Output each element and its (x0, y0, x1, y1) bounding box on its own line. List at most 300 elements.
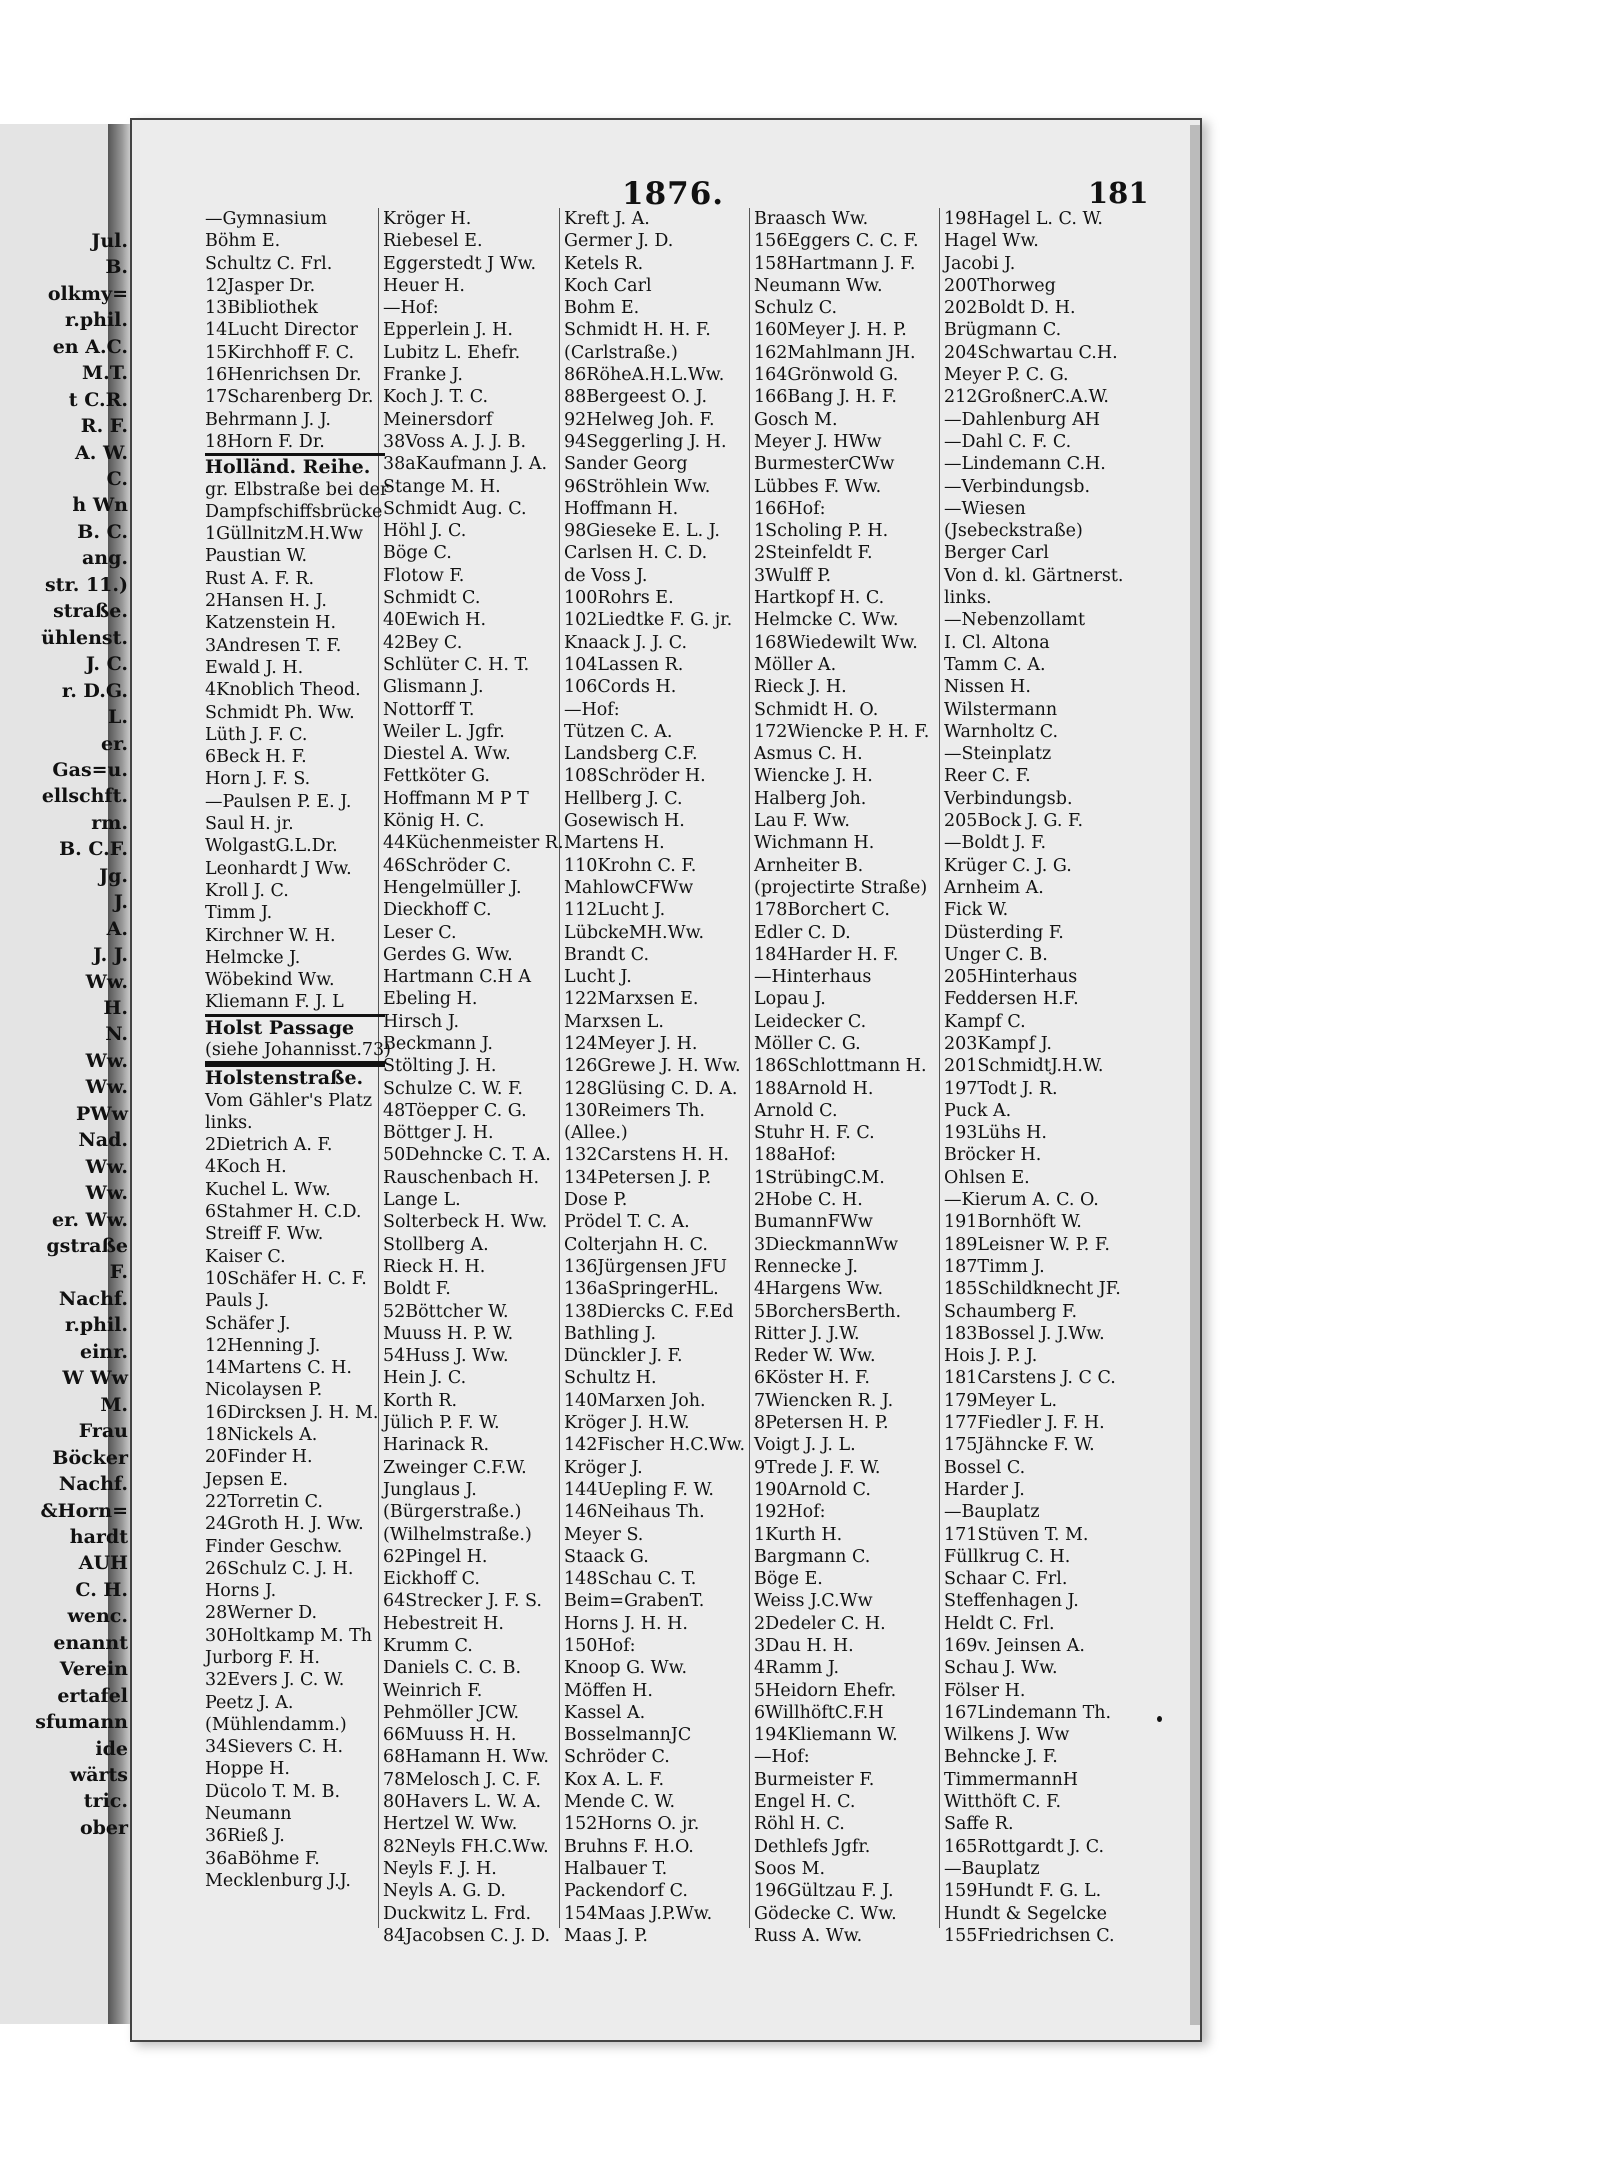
directory-entry: Knoop G. Ww. (564, 1658, 688, 1679)
directory-entry: Wichmann H. (754, 833, 875, 854)
directory-entry: Reder W. Ww. (754, 1346, 876, 1367)
previous-page-fragment: Nad. (78, 1129, 128, 1152)
directory-entry: 1Scholing P. H. (754, 521, 889, 542)
previous-page-fragment: er. Ww. (52, 1208, 128, 1231)
directory-entry: Ohlsen E. (944, 1167, 1030, 1188)
directory-entry: 24Groth H. J. Ww. (205, 1514, 364, 1535)
directory-entry: Steffenhagen J. (944, 1591, 1079, 1612)
directory-entry: Fick W. (944, 900, 1009, 921)
directory-entry: 78Melosch J. C. F. (383, 1769, 541, 1790)
directory-entry: —Verbindungsb. (944, 476, 1091, 497)
directory-entry: Harinack R. (383, 1435, 490, 1456)
directory-entry: Kröger J. H.W. (564, 1413, 690, 1434)
previous-page-fragment: A. W. (75, 441, 128, 464)
directory-entry: Dieckhoff C. (383, 900, 492, 921)
directory-entry: 203Kampf J. (944, 1033, 1052, 1054)
directory-entry: Ritter J. J.W. (754, 1323, 860, 1344)
previous-page-fragment: J. C. (85, 653, 128, 676)
directory-entry: Helmcke C. Ww. (754, 610, 899, 631)
previous-page-fragment: Böcker (52, 1446, 128, 1469)
directory-entry: 160Meyer J. H. P. (754, 320, 907, 341)
directory-entry: Solterbeck H. Ww. (383, 1212, 548, 1233)
directory-entry: Nissen H. (944, 677, 1031, 698)
directory-entry: 98Gieseke E. L. J. (564, 521, 720, 542)
directory-entry: Hein J. C. (383, 1368, 467, 1389)
directory-entry: Riebesel E. (383, 231, 483, 252)
directory-entry: Boldt F. (383, 1279, 451, 1300)
directory-entry: 178Borchert C. (754, 900, 890, 921)
directory-entry: Zweinger C.F.W. (383, 1457, 527, 1478)
directory-entry: Kaiser C. (205, 1246, 286, 1267)
directory-entry: Nicolaysen P. (205, 1380, 323, 1401)
previous-page-fragment: gstraße (46, 1235, 128, 1258)
directory-entry: Gerdes G. Ww. (383, 944, 513, 965)
directory-entry: 150Hof: (564, 1636, 636, 1656)
directory-entry: Mecklenburg J.J. (205, 1870, 351, 1891)
directory-entry: Düsterding F. (944, 922, 1064, 943)
directory-entry: 28Werner D. (205, 1603, 318, 1624)
directory-entry: 106Cords H. (564, 677, 677, 698)
directory-entry: Rieck J. H. (754, 677, 847, 698)
directory-entry: —Gymnasium (205, 209, 328, 229)
directory-entry: Bargmann C. (754, 1546, 871, 1567)
directory-entry: Meyer S. (564, 1524, 644, 1545)
directory-entry: links. (944, 588, 992, 609)
directory-entry: 4Koch H. (205, 1157, 287, 1178)
directory-entry: Weiss J.C.Ww (754, 1591, 873, 1612)
directory-entry: Puck A. (944, 1100, 1012, 1121)
directory-entry: Schau J. Ww. (944, 1658, 1058, 1679)
directory-entry: Colterjahn H. C. (564, 1234, 708, 1255)
directory-entry: Neyls A. G. D. (383, 1881, 506, 1902)
directory-entry: 38aKaufmann J. A. (383, 454, 548, 475)
directory-entry: 12Jasper Dr. (205, 275, 316, 296)
directory-entry: 6Stahmer H. C.D. (205, 1202, 362, 1223)
previous-page-fragment: wenc. (67, 1605, 128, 1628)
directory-entry: 185Schildknecht JF. (944, 1279, 1121, 1300)
directory-entry: MahlowCFWw (564, 877, 694, 898)
directory-entry: Hengelmüller J. (383, 877, 522, 898)
directory-entry: 136aSpringerHL. (564, 1279, 719, 1300)
previous-page-fragment: B. (105, 256, 128, 279)
directory-entry: 130Reimers Th. (564, 1100, 705, 1121)
directory-entry: 193Lühs H. (944, 1123, 1047, 1144)
directory-entry: (Allee.) (564, 1123, 628, 1144)
directory-entry: Verbindungsb. (944, 788, 1073, 809)
directory-entry: 2Steinfeldt F. (754, 543, 873, 564)
directory-entry: Füllkrug C. H. (944, 1546, 1071, 1567)
street-heading: Holst Passage (205, 1014, 385, 1039)
directory-entry: Berger Carl (944, 543, 1049, 564)
previous-page-fragment: ide (95, 1737, 128, 1760)
directory-entry: 184Harder H. F. (754, 944, 899, 965)
directory-entry: 152Horns O. jr. (564, 1814, 700, 1835)
previous-page-fragment: Jul. (91, 230, 128, 252)
previous-page-fragment: B. C.F. (59, 838, 128, 861)
directory-entry: 177Fiedler J. F. H. (944, 1413, 1105, 1434)
directory-entry: Brandt C. (564, 944, 650, 965)
directory-entry: Böttger J. H. (383, 1123, 494, 1144)
directory-entry: 154Maas J.P.Ww. (564, 1903, 713, 1924)
directory-entry: Jülich P. F. W. (383, 1413, 500, 1434)
directory-entry: Sander Georg (564, 454, 688, 475)
directory-entry: 84Jacobsen C. J. D. (383, 1925, 551, 1946)
directory-entry: Paustian W. (205, 546, 308, 567)
directory-entry: Braasch Ww. (754, 209, 869, 229)
directory-entry: 14Lucht Director (205, 320, 358, 341)
previous-page-fragment: straße. (53, 600, 128, 623)
directory-entry: 146Neihaus Th. (564, 1502, 705, 1523)
directory-entry: Hertzel W. Ww. (383, 1814, 518, 1835)
directory-entry: 5Heidorn Ehefr. (754, 1680, 897, 1701)
directory-column-2 (383, 208, 563, 1947)
directory-entry: 4Knoblich Theod. (205, 680, 361, 701)
directory-entry: 30Holtkamp M. Th (205, 1625, 373, 1646)
directory-entry: 10Schäfer H. C. F. (205, 1268, 367, 1289)
directory-entry: Rust A. F. R. (205, 568, 315, 589)
directory-entry: Eickhoff C. (383, 1569, 480, 1590)
page-header-year: 1876. (622, 176, 725, 212)
directory-entry: 94Seggerling J. H. (564, 431, 727, 452)
previous-page-fragment: C. H. (75, 1578, 128, 1601)
directory-entry: Ebeling H. (383, 989, 478, 1010)
directory-entry: 104Lassen R. (564, 654, 684, 675)
directory-entry: Junglaus J. (383, 1479, 477, 1500)
directory-entry: Wilkens J. Ww (944, 1725, 1070, 1746)
directory-entry: (Wilhelmstraße.) (383, 1524, 532, 1545)
directory-entry: 167Lindemann Th. (944, 1702, 1112, 1723)
previous-page-fragment: olkmy= (47, 282, 128, 305)
directory-entry: 12Henning J. (205, 1335, 321, 1356)
directory-entry: 112Lucht J. (564, 900, 666, 921)
directory-entry: 140Marxen Joh. (564, 1390, 706, 1411)
directory-entry: Behncke J. F. (944, 1747, 1058, 1768)
directory-entry: Daniels C. C. B. (383, 1658, 522, 1679)
directory-entry: Schultz C. Frl. (205, 253, 333, 274)
directory-entry: Hundt & Segelcke (944, 1903, 1108, 1924)
directory-entry: Jacobi J. (944, 253, 1016, 274)
directory-entry: 44Küchenmeister R. (383, 833, 564, 854)
directory-entry: —Dahlenburg AH (944, 409, 1100, 430)
directory-entry: Horns J. H. H. (564, 1613, 688, 1634)
directory-entry: 3Dau H. H. (754, 1636, 854, 1656)
directory-entry: Kroll J. C. (205, 880, 289, 901)
previous-page-fragment: ellschft. (41, 785, 128, 808)
directory-entry: 194Kliemann W. (754, 1725, 898, 1746)
directory-entry: Schultz H. (564, 1368, 657, 1389)
directory-entry: Knaack J. J. C. (564, 632, 688, 653)
directory-entry: 169v. Jeinsen A. (944, 1636, 1085, 1656)
previous-page-fragment: B. C. (77, 520, 128, 543)
directory-entry: 126Grewe J. H. Ww. (564, 1056, 741, 1077)
directory-entry: 3Wulff P. (754, 565, 832, 586)
directory-entry: Duckwitz L. Frd. (383, 1903, 532, 1924)
directory-entry: 5BorchersBerth. (754, 1301, 902, 1322)
directory-entry: Schmidt C. (383, 588, 481, 609)
directory-entry: Rennecke J. (754, 1256, 858, 1277)
previous-page-fragment: J. J. (93, 944, 128, 967)
directory-entry: Neumann (205, 1804, 292, 1825)
directory-entry: 34Sievers C. H. (205, 1737, 344, 1758)
column-divider (749, 208, 750, 1928)
directory-entry: 192Hof: (754, 1502, 826, 1523)
directory-entry: Carlsen H. C. D. (564, 543, 708, 564)
previous-page-fragment: &Horn= (40, 1499, 128, 1522)
directory-entry: 68Hamann H. Ww. (383, 1747, 549, 1768)
directory-entry: Kröger H. (383, 209, 472, 229)
directory-entry: Meinersdorf (383, 409, 493, 430)
directory-entry: Leonhardt J Ww. (205, 858, 352, 879)
directory-entry: Kox A. L. F. (564, 1769, 665, 1790)
directory-entry: 80Havers L. W. A. (383, 1792, 542, 1813)
directory-entry: 183Bossel J. J.Ww. (944, 1323, 1105, 1344)
directory-entry: Hoppe H. (205, 1759, 290, 1780)
directory-entry: 132Carstens H. H. (564, 1145, 729, 1166)
directory-entry: Krüger C. J. G. (944, 855, 1072, 876)
page-number: 181 (1088, 176, 1149, 210)
directory-entry: 1Kurth H. (754, 1524, 843, 1545)
directory-entry: Horns J. (205, 1581, 277, 1602)
directory-entry: 189Leisner W. P. F. (944, 1234, 1110, 1255)
directory-entry: Warnholtz C. (944, 721, 1059, 742)
directory-entry: Feddersen H.F. (944, 989, 1079, 1010)
directory-entry: Franke J. (383, 365, 463, 386)
directory-entry: 6Beck H. F. (205, 747, 307, 768)
previous-page-fragment: H. (103, 996, 128, 1019)
previous-page-fragment: A. (106, 917, 128, 940)
directory-entry: Maas J. P. (564, 1925, 648, 1946)
directory-entry: Gosewisch H. (564, 811, 685, 832)
previous-page-fragment: t C.R. (68, 388, 128, 411)
directory-entry: 66Muuss H. H. (383, 1725, 517, 1746)
directory-entry: 197Todt J. R. (944, 1078, 1058, 1099)
directory-entry: 88Bergeest O. J. (564, 387, 708, 408)
directory-entry: BosselmannJC (564, 1725, 692, 1746)
directory-entry: Wilstermann (944, 699, 1058, 720)
directory-entry: Packendorf C. (564, 1881, 688, 1902)
directory-entry: Epperlein J. H. (383, 320, 513, 341)
directory-entry: Jepsen E. (205, 1469, 289, 1490)
directory-entry: 202Boldt D. H. (944, 298, 1076, 319)
directory-entry: (Carlstraße.) (564, 342, 678, 363)
directory-entry: 2Dietrich A. F. (205, 1135, 333, 1156)
directory-entry: (siehe Johannisst.73) (205, 1039, 385, 1064)
directory-entry: Martens H. (564, 833, 665, 854)
directory-entry: 82Neyls FH.C.Ww. (383, 1836, 549, 1857)
directory-entry: Hartkopf H. C. (754, 588, 885, 609)
directory-entry: —Bauplatz (944, 1502, 1040, 1523)
directory-entry: 128Glüsing C. D. A. (564, 1078, 738, 1099)
previous-page-fragment: Ww. (85, 1182, 128, 1205)
previous-page-fragment: h Wn (72, 494, 128, 517)
directory-entry: 168Wiedewilt Ww. (754, 632, 918, 653)
previous-page-fragment: Nachf. (58, 1287, 128, 1310)
directory-entry: gr. Elbstraße bei der (205, 479, 389, 500)
directory-entry: Leidecker C. (754, 1011, 867, 1032)
directory-entry: Stollberg A. (383, 1234, 489, 1255)
directory-entry: Höhl J. C. (383, 521, 467, 542)
directory-entry: 20Finder H. (205, 1447, 313, 1468)
directory-entry: Eggerstedt J Ww. (383, 253, 537, 274)
directory-entry: Vom Gähler's Platz (205, 1090, 373, 1111)
directory-entry: —Kierum A. C. O. (944, 1190, 1099, 1211)
directory-entry: Prödel T. C. A. (564, 1212, 690, 1233)
directory-entry: Schmidt Ph. Ww. (205, 702, 355, 723)
directory-entry: 179Meyer L. (944, 1390, 1058, 1411)
directory-entry: Witthöft C. F. (944, 1792, 1062, 1813)
directory-entry: Schröder C. (564, 1747, 670, 1768)
directory-entry: Muuss H. P. W. (383, 1323, 514, 1344)
directory-entry: 2Hansen H. J. (205, 591, 327, 612)
directory-entry: Dose P. (564, 1190, 628, 1211)
directory-entry: 134Petersen J. P. (564, 1167, 712, 1188)
directory-entry: Schmidt Aug. C. (383, 498, 527, 519)
directory-entry: Lau F. Ww. (754, 811, 850, 832)
previous-page-fragment: einr. (79, 1340, 128, 1363)
previous-page-fragment: ertafel (57, 1684, 128, 1707)
directory-entry: 108Schröder H. (564, 766, 706, 787)
directory-entry: 9Trede J. F. W. (754, 1457, 881, 1478)
directory-entry: 138Diercks C. F.Ed (564, 1301, 734, 1322)
directory-entry: 54Huss J. Ww. (383, 1346, 509, 1367)
directory-entry: Schäfer J. (205, 1313, 291, 1334)
directory-entry: Helmcke J. (205, 947, 301, 968)
directory-entry: 136Jürgensen JFU (564, 1256, 727, 1277)
previous-page-fragment: sfumann (35, 1711, 128, 1734)
previous-page-fragment: en A.C. (52, 335, 128, 358)
directory-entry: Arnheiter B. (754, 855, 864, 876)
directory-entry: Weiler L. Jgfr. (383, 721, 505, 742)
directory-entry: Neumann Ww. (754, 275, 883, 296)
directory-entry: Böge C. (383, 543, 452, 564)
directory-entry: Rieck H. H. (383, 1256, 486, 1277)
page-edge-shadow (1190, 125, 1200, 2025)
directory-entry: —Paulsen P. E. J. (205, 791, 352, 812)
directory-entry: 46Schröder C. (383, 855, 512, 876)
directory-column-1 (205, 208, 391, 1892)
directory-entry: 62Pingel H. (383, 1546, 488, 1567)
directory-entry: Nottorff T. (383, 699, 475, 720)
directory-entry: Burmeister F. (754, 1769, 875, 1790)
directory-entry: 102Liedtke F. G. jr. (564, 610, 733, 631)
directory-entry: —Hof: (754, 1747, 810, 1768)
directory-entry: Meyer P. C. G. (944, 365, 1069, 386)
directory-entry: 14Martens C. H. (205, 1358, 352, 1379)
directory-entry: Schulze C. W. F. (383, 1078, 523, 1099)
directory-entry: Koch J. T. C. (383, 387, 489, 408)
directory-entry: 3Andresen T. F. (205, 635, 342, 656)
previous-page-fragment: R. F. (80, 415, 128, 438)
directory-column-5 (944, 208, 1124, 1947)
directory-entry: Timm J. (205, 903, 273, 924)
directory-entry: Behrmann J. J. (205, 409, 331, 430)
directory-entry: 166Bang J. H. F. (754, 387, 897, 408)
directory-entry: —Dahl C. F. C. (944, 431, 1072, 452)
directory-entry: Möller A. (754, 654, 837, 675)
directory-entry: Korth R. (383, 1390, 458, 1411)
previous-page-fragment: Gas=u. (52, 758, 128, 781)
previous-page-fragment: L. (108, 706, 128, 729)
previous-page-fragment: W Ww (62, 1367, 128, 1390)
directory-entry: (Mühlendamm.) (205, 1714, 347, 1735)
directory-entry: 191Bornhöft W. (944, 1212, 1082, 1233)
directory-entry: Fettköter G. (383, 766, 490, 787)
directory-entry: Kliemann F. J. L (205, 992, 344, 1013)
directory-entry: de Voss J. (564, 565, 648, 586)
directory-entry: Russ A. Ww. (754, 1925, 863, 1946)
directory-entry: Finder Geschw. (205, 1536, 343, 1557)
directory-entry: Ewald J. H. (205, 657, 304, 678)
previous-page-fragment: F. (109, 1261, 128, 1284)
directory-entry: 2Dedeler C. H. (754, 1613, 886, 1634)
directory-entry: 18Horn F. Dr. (205, 431, 325, 452)
directory-entry: Meyer J. HWw (754, 431, 882, 452)
directory-entry: 6WillhöftC.F.H (754, 1702, 884, 1723)
directory-entry: Flotow F. (383, 565, 465, 586)
directory-entry: 64Strecker J. F. S. (383, 1591, 542, 1612)
previous-page-fragment: r.phil. (64, 1314, 128, 1337)
street-heading: Holländ. Reihe. (205, 453, 385, 478)
directory-entry: Tamm C. A. (944, 654, 1046, 675)
directory-entry: Bruhns F. H.O. (564, 1836, 694, 1857)
previous-page-fragment: Ww. (85, 970, 128, 993)
directory-entry: Edler C. D. (754, 922, 851, 943)
directory-entry: 48Töepper C. G. (383, 1100, 527, 1121)
directory-entry: 2Hobe C. H. (754, 1190, 863, 1211)
previous-page-fragment: Ww. (85, 1155, 128, 1178)
directory-entry: Hoffmann M P T (383, 788, 529, 809)
directory-entry: Pehmöller JCW. (383, 1702, 520, 1723)
directory-entry: Stuhr H. F. C. (754, 1123, 875, 1144)
directory-entry: Saffe R. (944, 1814, 1014, 1835)
directory-entry: 172Wiencke P. H. F. (754, 721, 930, 742)
directory-entry: Bröcker H. (944, 1145, 1042, 1166)
directory-entry: Reer C. F. (944, 766, 1031, 787)
previous-page-fragment: M. (100, 1393, 128, 1416)
directory-entry: WolgastG.L.Dr. (205, 836, 338, 857)
directory-entry: Kröger J. (564, 1457, 643, 1478)
directory-entry: (Jsebeckstraße) (944, 521, 1083, 542)
directory-entry: 122Marxsen E. (564, 989, 699, 1010)
directory-entry: Glismann J. (383, 677, 484, 698)
directory-entry: 17Scharenberg Dr. (205, 387, 374, 408)
directory-entry: Lüth J. F. C. (205, 724, 308, 745)
directory-entry: Schulz C. (754, 298, 838, 319)
directory-entry: 40Ewich H. (383, 610, 487, 631)
ink-speck (1157, 1716, 1162, 1722)
directory-entry: Diestel A. Ww. (383, 744, 511, 765)
directory-entry: 38Voss A. J. J. B. (383, 431, 527, 452)
directory-entry: 144Uepling F. W. (564, 1479, 714, 1500)
directory-entry: Schmidt H. O. (754, 699, 879, 720)
directory-entry: Brügmann C. (944, 320, 1062, 341)
directory-entry: Wiencke J. H. (754, 766, 873, 787)
directory-entry: 42Bey C. (383, 632, 463, 653)
directory-entry: 171Stüven T. M. (944, 1524, 1089, 1545)
directory-entry: Mende C. W. (564, 1792, 676, 1813)
directory-entry: 181Carstens J. C C. (944, 1368, 1116, 1389)
directory-entry: Beckmann J. (383, 1033, 493, 1054)
directory-entry: Möller C. G. (754, 1033, 861, 1054)
directory-entry: 36aBöhme F. (205, 1848, 320, 1869)
previous-page-fragment: C. (106, 468, 128, 491)
directory-entry: Kuchel L. Ww. (205, 1179, 331, 1200)
directory-entry: 7Wiencken R. J. (754, 1390, 894, 1411)
previous-page-fragment: ühlenst. (41, 626, 128, 649)
directory-entry: 205Bock J. G. F. (944, 811, 1084, 832)
directory-entry: Germer J. D. (564, 231, 674, 252)
directory-entry: 18Nickels A. (205, 1425, 318, 1446)
